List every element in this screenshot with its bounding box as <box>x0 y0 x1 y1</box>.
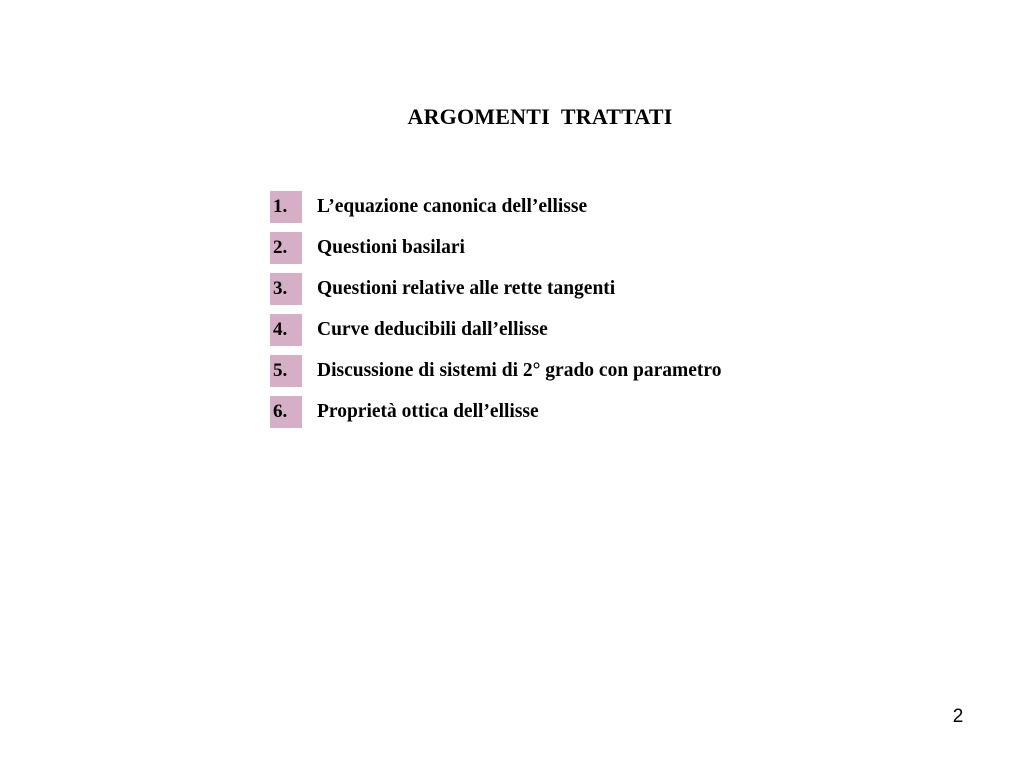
topic-label-1: L’equazione canonica dell’ellisse <box>317 196 588 217</box>
topic-item-1 <box>270 191 721 223</box>
topic-item-3 <box>270 273 721 305</box>
topic-number-3: 3. <box>270 273 302 305</box>
topic-number-6: 6. <box>270 396 302 428</box>
topic-item-5 <box>270 355 721 387</box>
topic-number-1: 1. <box>270 191 302 223</box>
topic-label-4: Curve deducibili dall’ellisse <box>317 319 548 340</box>
topic-number-4: 4. <box>270 314 302 346</box>
topic-item-4 <box>270 314 721 346</box>
topic-item-2 <box>270 232 721 264</box>
topic-number-5: 5. <box>270 355 302 387</box>
topic-label-3: Questioni relative alle rette tangenti <box>317 278 616 299</box>
topic-list <box>270 191 721 437</box>
slide-title: ARGOMENTI TRATTATI <box>407 104 673 129</box>
page-number: 2 <box>952 706 964 727</box>
topic-label-5: Discussione di sistemi di 2° grado con parametro <box>317 360 722 381</box>
topic-label-2: Questioni basilari <box>317 237 465 258</box>
topic-item-6 <box>270 396 721 428</box>
topic-number-2: 2. <box>270 232 302 264</box>
topic-label-6: Proprietà ottica dell’ellisse <box>317 401 539 422</box>
